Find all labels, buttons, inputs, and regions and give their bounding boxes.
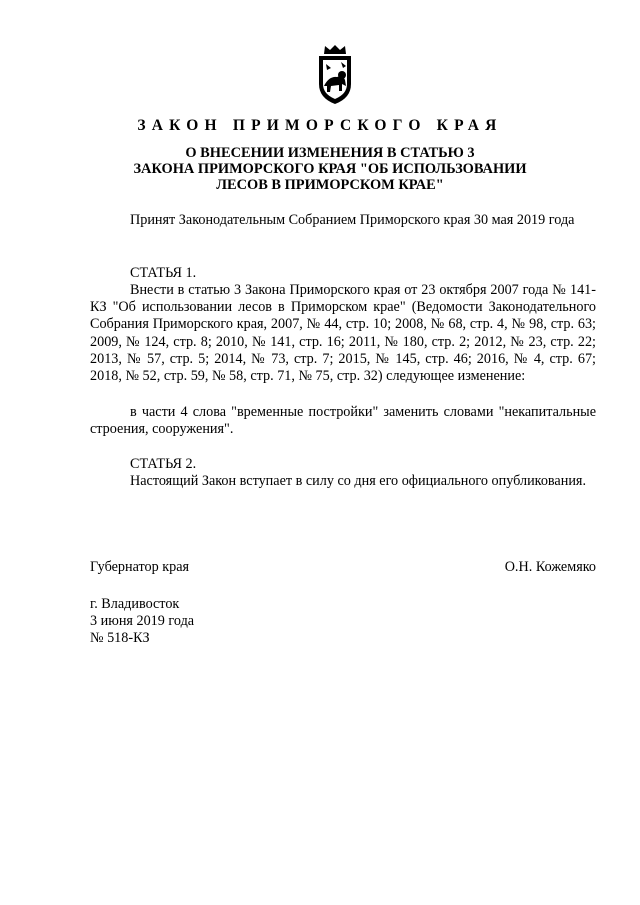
article-1-text: Внести в статью 3 Закона Приморского края от 23 октября 2007 года № 141-КЗ "Об использовании лесов в Приморском крае" (Ведомости Законодательного Собрания Приморского края, 2007, № 44, стр. 10; 2008, № 68, стр. 4, № 98, стр. 63; 2009, № 124, стр. 8; 2010, № 141, стр. 16; 2011, № 180, стр. 2; 2012, № 23, стр. 22; 2013, № 57, стр. 5; 2014, № 73, стр. 7; 2015, № 145, стр. 46; 2016, № 4, стр. 67; 2018, № 52, стр. 59, № 58, стр. 71, № 75, стр. 32) следующее изменение: — [90, 282, 596, 385]
subtitle-line: ЗАКОНА ПРИМОРСКОГО КРАЯ "ОБ ИСПОЛЬЗОВАНИИ — [133, 161, 527, 177]
signature-block — [90, 559, 596, 576]
subtitle-line: О ВНЕСЕНИИ ИЗМЕНЕНИЯ В СТАТЬЮ 3 — [185, 145, 475, 161]
document-footer — [90, 596, 194, 648]
article-1-heading: СТАТЬЯ 1. — [130, 265, 197, 281]
article-2-text: Настоящий Закон вступает в силу со дня его официального опубликования. — [130, 473, 586, 489]
subtitle-line: ЛЕСОВ В ПРИМОРСКОМ КРАЕ" — [216, 177, 444, 193]
adoption-statement: Принят Законодательным Собранием Приморского края 30 мая 2019 года — [130, 212, 575, 228]
signing-date: 3 июня 2019 года — [90, 613, 195, 630]
article-1-change: в части 4 слова "временные постройки" заменить словами "некапитальные строения, сооружения". — [90, 404, 596, 438]
governor-position: Губернатор края — [90, 559, 190, 575]
document-subtitle — [60, 145, 600, 193]
governor-name: О.Н. Кожемяко — [504, 559, 596, 575]
coat-of-arms-icon — [315, 44, 355, 106]
city: г. Владивосток — [90, 596, 180, 612]
article-2-heading: СТАТЬЯ 2. — [130, 456, 197, 472]
law-number: № 518-КЗ — [90, 630, 150, 647]
document-title: ЗАКОН ПРИМОРСКОГО КРАЯ — [137, 117, 503, 134]
